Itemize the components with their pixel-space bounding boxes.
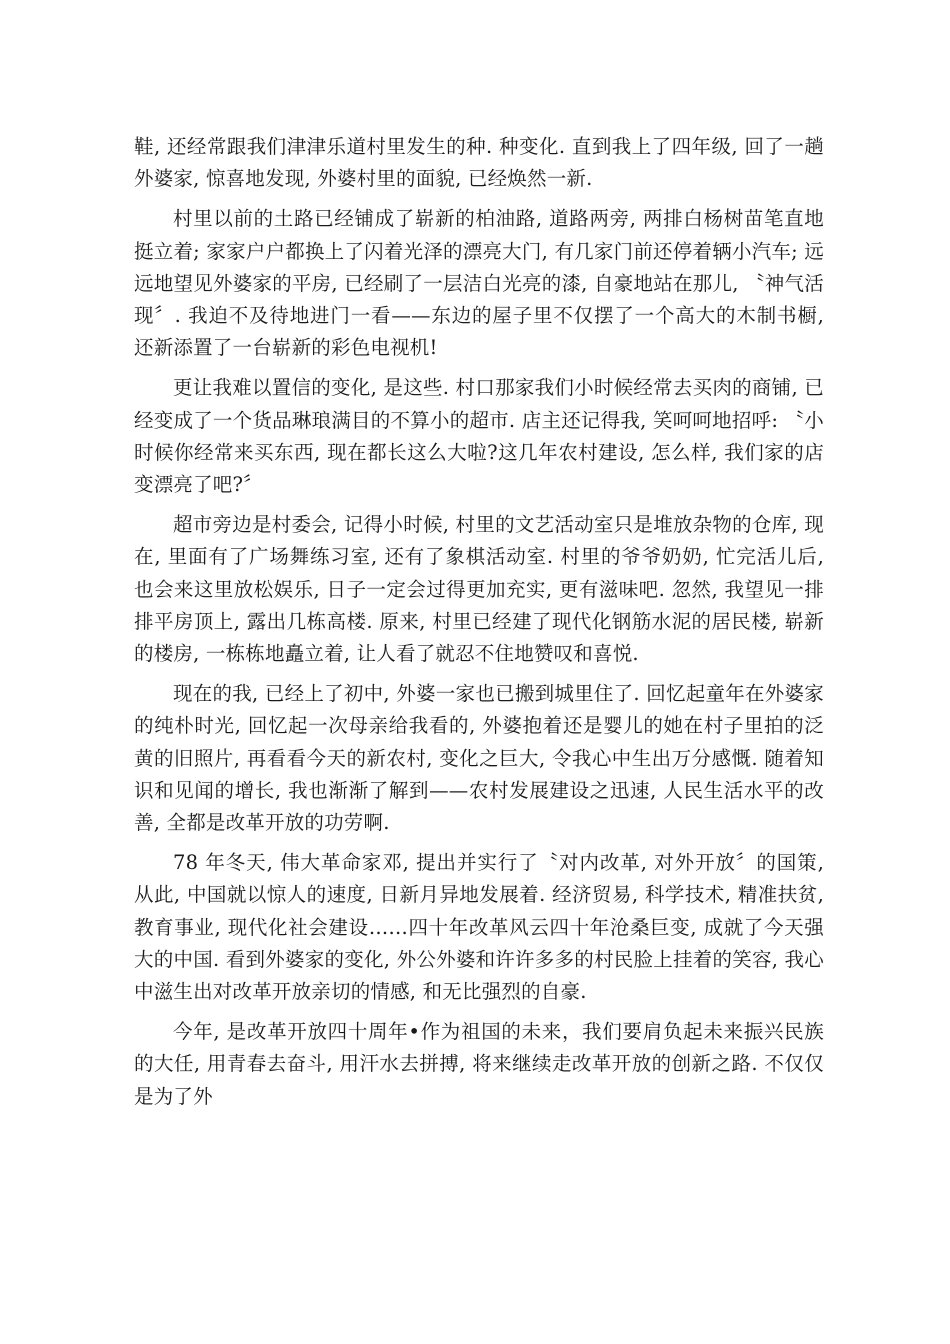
- paragraph-7: 今年, 是改革开放四十周年•作为祖国的未来，我们要肩负起未来振兴民族的大任, 用青春去奋斗, 用汗水去拼搏, 将来继续走改革开放的创新之路. 不仅仅是为了外: [134, 1020, 824, 1108]
- paragraph-6: 78 年冬天, 伟大革命家邓, 提出并实行了〝对内改革, 对外开放〞的国策, 从此, 中国就以惊人的速度, 日新月异地发展着. 经济贸易, 科学技术, 精准扶贫, 教育事业, 现代化社会建设……四十年改革风云四十年沧桑巨变, 成就了今天强大的中国. 看到外婆家的变化, 外公外婆和许许多多的村民脸上挂着的笑容, 我心中滋生出对改革开放亲切的情感, 和无比强烈的自豪.: [134, 851, 824, 1004]
- paragraph-1: 鞋, 还经常跟我们津津乐道村里发生的种. 种变化. 直到我上了四年级, 回了一趟外婆家, 惊喜地发现, 外婆村里的面貌, 已经焕然一新.: [134, 135, 824, 191]
- paragraph-2: 村里以前的土路已经铺成了崭新的柏油路, 道路两旁, 两排白杨树苗笔直地挺立着; 家家户户都换上了闪着光泽的漂亮大门, 有几家门前还停着辆小汽车; 远远地望见外婆家的平房, 已经刷了一层洁白光亮的漆, 自豪地站在那儿, 〝神气活现〞. 我迫不及待地进门一看——东边的屋子里不仅摆了一个高大的木制书橱, 还新添置了一台崭新的彩色电视机!: [134, 207, 824, 360]
- document-page: [134, 131, 824, 1113]
- paragraph-4: 超市旁边是村委会, 记得小时候, 村里的文艺活动室只是堆放杂物的仓库, 现在, 里面有了广场舞练习室, 还有了象棋活动室. 村里的爷爷奶奶, 忙完活儿后, 也会来这里放松娱乐, 日子一定会过得更加充实, 更有滋味吧. 忽然, 我望见一排排平房顶上, 露出几栋高楼. 原来, 村里已经建了现代化钢筋水泥的居民楼, 崭新的楼房, 一栋栋地矗立着, 让人看了就忍不住地赞叹和喜悦.: [134, 513, 824, 666]
- paragraph-5: 现在的我, 已经上了初中, 外婆一家也已搬到城里住了. 回忆起童年在外婆家的纯朴时光, 回忆起一次母亲给我看的, 外婆抱着还是婴儿的她在村子里拍的泛黄的旧照片, 再看看今天的新农村, 变化之巨大, 令我心中生出万分感慨. 随着知识和见闻的增长, 我也渐渐了解到——农村发展建设之迅速, 人民生活水平的改善, 全都是改革开放的功劳啊.: [134, 682, 824, 835]
- paragraph-3: 更让我难以置信的变化, 是这些. 村口那家我们小时候经常去买肉的商铺, 已经变成了一个货品琳琅满目的不算小的超市. 店主还记得我, 笑呵呵地招呼: 〝小时候你经常来买东西, 现在都长这么大啦?这几年农村建设, 怎么样, 我们家的店变漂亮了吧?〞: [134, 376, 824, 497]
